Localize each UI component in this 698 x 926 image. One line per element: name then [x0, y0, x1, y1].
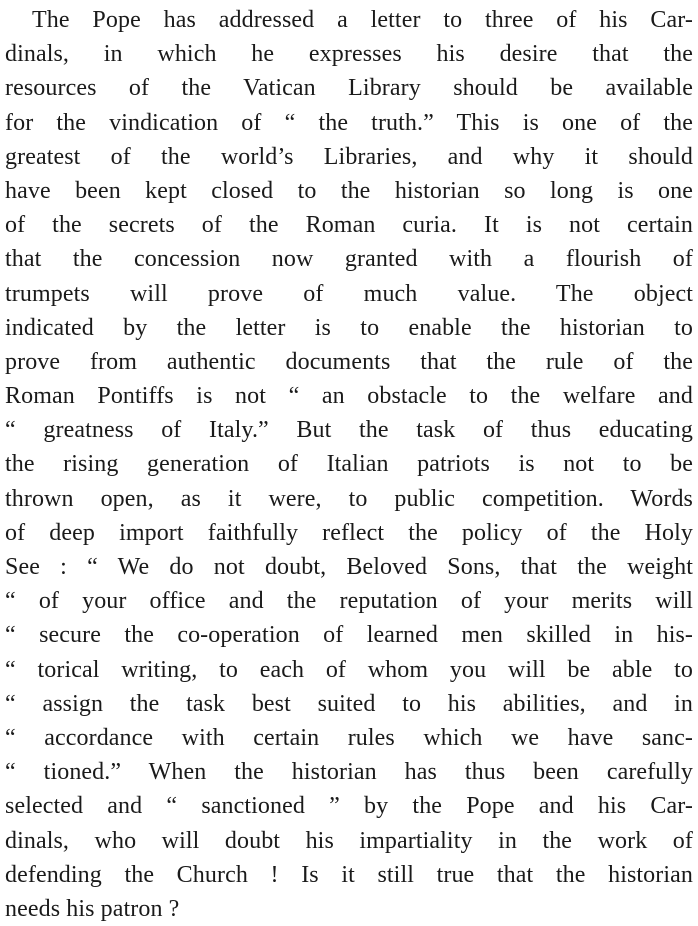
- text-line: “ tioned.” When the historian has thus been carefully: [5, 759, 693, 786]
- text-line: defending the Church ! Is it still true that the historian: [5, 861, 693, 888]
- text-line: The Pope has addressed a letter to three of his Car-: [32, 7, 693, 33]
- text-line: of the secrets of the Roman curia. It is not certain: [5, 212, 693, 239]
- text-line: dinals, who will doubt his impartiality in the work of: [5, 827, 693, 854]
- text-line: “ greatness of Italy.” But the task of thus educating: [5, 417, 693, 444]
- text-line: Roman Pontiffs is not “ an obstacle to the welfare and: [5, 383, 693, 410]
- text-line: resources of the Vatican Library should be available: [5, 75, 693, 102]
- text-line: that the concession now granted with a flourish of: [5, 246, 693, 273]
- text-line: “ secure the co-operation of learned men skilled in his-: [5, 622, 693, 649]
- text-line: indicated by the letter is to enable the historian to: [5, 314, 693, 341]
- text-line: for the vindication of “ the truth.” This is one of the: [5, 109, 693, 136]
- text-line: “ assign the task best suited to his abilities, and in: [5, 690, 693, 717]
- text-line: of deep import faithfully reflect the policy of the Holy: [5, 519, 693, 546]
- text-line: thrown open, as it were, to public competition. Words: [5, 485, 693, 512]
- paragraph: [5, 3, 693, 926]
- text-line: dinals, in which he expresses his desire that the: [5, 41, 693, 68]
- text-line: “ of your office and the reputation of your merits will: [5, 588, 693, 615]
- text-line: prove from authentic documents that the rule of the: [5, 348, 693, 375]
- text-line: “ torical writing, to each of whom you will be able to: [5, 656, 693, 683]
- text-line: greatest of the world’s Libraries, and why it should: [5, 143, 693, 170]
- text-line: the rising generation of Italian patriots is not to be: [5, 451, 693, 478]
- text-line: trumpets will prove of much value. The object: [5, 280, 693, 307]
- text-line: needs his patron ?: [5, 895, 180, 922]
- text-line: have been kept closed to the historian so long is one: [5, 177, 693, 204]
- text-line: selected and “ sanctioned ” by the Pope and his Car-: [5, 793, 693, 820]
- text-line: “ accordance with certain rules which we have sanc-: [5, 724, 693, 751]
- text-line: See : “ We do not doubt, Beloved Sons, that the weight: [5, 554, 693, 580]
